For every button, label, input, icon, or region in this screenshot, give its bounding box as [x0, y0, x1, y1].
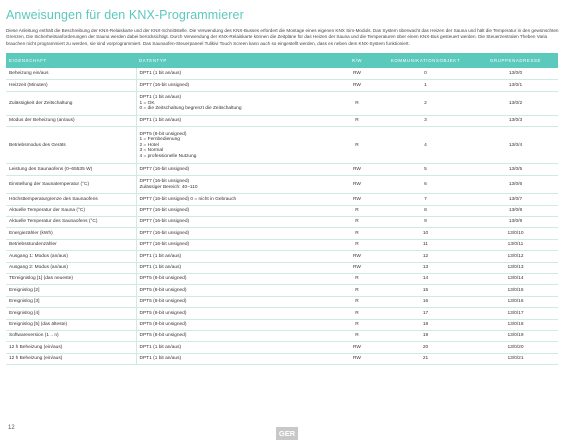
datatype-line: DPT5 (8-bit unsigned) — [139, 131, 187, 137]
cell-property: Aktuelle Temperatur der Sauna (°C) — [6, 205, 136, 216]
cell-communication-object: 2 — [378, 91, 473, 116]
table-row — [6, 319, 558, 330]
table-row — [6, 296, 558, 307]
cell-group-address: 13/0/5 — [473, 164, 558, 175]
cell-datatype — [136, 80, 336, 91]
cell-property: Ereignislog [2] — [6, 285, 136, 296]
cell-communication-object: 18 — [378, 319, 473, 330]
datatype-line: DPT5 (8-bit unsigned) — [139, 310, 187, 316]
cell-datatype — [136, 217, 336, 228]
cell-group-address: 13/0/11 — [473, 239, 558, 250]
cell-group-address: 13/0/21 — [473, 353, 558, 364]
datatype-line: DPT5 (8-bit unsigned) — [139, 287, 187, 293]
table-row — [6, 217, 558, 228]
cell-rw: R — [336, 285, 378, 296]
datatype-line: DPT1 (1 bit an/aus) — [139, 253, 182, 259]
cell-datatype — [136, 274, 336, 285]
cell-datatype — [136, 330, 336, 341]
cell-property: Zulässigkeit der Zeitschaltung — [6, 91, 136, 116]
datatype-line: 3 = Normal — [139, 148, 164, 154]
cell-rw: RW — [336, 251, 378, 262]
cell-rw: R — [336, 116, 378, 127]
cell-rw: RW — [336, 68, 378, 79]
cell-rw: R — [336, 308, 378, 319]
cell-property: Energiezähler (kWh) — [6, 228, 136, 239]
datatype-line: Zulässiger Bereich: 40–110 — [139, 184, 198, 190]
datatype-line: 1 = Fernbedienung — [139, 137, 180, 143]
cell-property: Modus der Beheizung (an/aus) — [6, 116, 136, 127]
table-row — [6, 239, 558, 250]
cell-communication-object: 10 — [378, 228, 473, 239]
datatype-line: DPT7 (16-bit unsigned) — [139, 230, 190, 236]
datatype-line: DPT1 (1 bit an/aus) — [139, 70, 182, 76]
cell-property: Aktuelle Temperatur des Saunaofens (°C) — [6, 217, 136, 228]
cell-communication-object: 3 — [378, 116, 473, 127]
datatype-line: DPT7 (16-bit unsigned) — [139, 178, 190, 184]
datatype-line: DPT1 (1 bit an/aus) — [139, 118, 182, 124]
cell-communication-object: 0 — [378, 68, 473, 79]
datatype-line: 2 = Hotel — [139, 142, 159, 148]
intro-paragraph: Diese Anleitung enthält die Beschreibung der KNX-Relaiskarte und der KNX-Schnittstelle. Die Verwendung des KNX-Busses erfordert die Montage eines eigenen KNX Sim-Moduls. Das System überwacht das Heizen der Sauna und hält die Temperatur in den gewünschten Grenzen. Die Sicherheitsanforderungen der Sauna werden dabei berücksichtigt. Durch Verwendung der KNX-Relaiskarte können die Zeitpläne für das Heizen der Sauna und die Temperaturen über einen KNX-Bus gesteuert werden. Die Steuerzentralen Theben Varia brauchen nicht programmiert zu werden, sie sind vorprogrammiert. Das Saunaofen-Steuerpaneel Tulikivi Touch Screen kann auch so eingestellt werden, dass es neben dem KNX-System funktioniert. — [6, 28, 559, 46]
datatype-line: DPT7 (16-bit unsigned) 0 = nicht in Gebrauch — [139, 196, 237, 202]
cell-datatype — [136, 285, 336, 296]
header-group-address: GRUPPENADRESSE — [489, 58, 542, 64]
table-row — [6, 164, 558, 175]
datatype-line: DPT7 (16-bit unsigned) — [139, 219, 190, 225]
cell-property: 12 h Beheizung (ein/aus) — [6, 342, 136, 353]
cell-communication-object: 7 — [378, 194, 473, 205]
header-rw: R/W — [351, 58, 363, 64]
cell-communication-object: 5 — [378, 164, 473, 175]
table-row — [6, 262, 558, 273]
cell-datatype — [136, 194, 336, 205]
cell-group-address: 13/0/15 — [473, 285, 558, 296]
cell-rw: R — [336, 330, 378, 341]
header-datatype: DATENTYP — [139, 58, 167, 64]
cell-communication-object: 9 — [378, 217, 473, 228]
header-property: EIGENSCHAFT — [9, 58, 47, 64]
cell-group-address: 13/0/9 — [473, 217, 558, 228]
header-communication-object: KOMMUNIKATIONSOBJEKT — [390, 58, 461, 64]
datatype-line: DPT7 (16-bit unsigned) — [139, 208, 190, 214]
cell-datatype — [136, 239, 336, 250]
table-row — [6, 285, 558, 296]
datatype-line: DPT5 (8-bit unsigned) — [139, 299, 187, 305]
table-row — [6, 274, 558, 285]
table-row — [6, 80, 558, 91]
cell-group-address: 13/0/19 — [473, 330, 558, 341]
cell-rw: R — [336, 239, 378, 250]
knx-objects-table — [6, 53, 558, 365]
cell-group-address: 13/0/3 — [473, 116, 558, 127]
table-row — [6, 353, 558, 364]
cell-group-address: 13/0/8 — [473, 205, 558, 216]
cell-datatype — [136, 296, 336, 307]
datatype-line: DPT1 (1 bit an/aus) — [139, 265, 182, 270]
cell-group-address: 13/0/14 — [473, 274, 558, 285]
cell-datatype — [136, 127, 336, 164]
cell-group-address: 13/0/13 — [473, 262, 558, 273]
language-badge: GER — [276, 427, 298, 440]
cell-communication-object: 19 — [378, 330, 473, 341]
cell-communication-object: 1 — [378, 80, 473, 91]
table-row — [6, 308, 558, 319]
cell-group-address: 13/0/4 — [473, 127, 558, 164]
cell-property: Ereignislog [4] — [6, 308, 136, 319]
cell-datatype — [136, 319, 336, 330]
datatype-line: DPT1 (1 bit an/aus) — [139, 344, 182, 350]
table-row — [6, 251, 558, 262]
cell-group-address: 13/0/6 — [473, 175, 558, 193]
cell-rw: R — [336, 319, 378, 330]
datatype-line: DPT5 (8-bit unsigned) — [139, 333, 187, 339]
cell-communication-object: 4 — [378, 127, 473, 164]
cell-datatype — [136, 68, 336, 79]
cell-rw: RW — [336, 342, 378, 353]
cell-datatype — [136, 342, 336, 353]
cell-rw: R — [336, 274, 378, 285]
cell-datatype — [136, 308, 336, 319]
cell-property: TEreignislog [1] (das neueste) — [6, 274, 136, 285]
datatype-line: DPT7 (16-bit unsigned) — [139, 166, 190, 172]
cell-property: Betriebsstundenzähler — [6, 239, 136, 250]
cell-property: Beheizung ein/aus — [6, 68, 136, 79]
page-title: Anweisungen für den KNX-Programmierer — [6, 8, 244, 22]
cell-datatype — [136, 228, 336, 239]
cell-communication-object: 16 — [378, 296, 473, 307]
cell-communication-object: 8 — [378, 205, 473, 216]
cell-group-address: 13/0/0 — [473, 68, 558, 79]
cell-group-address: 13/0/1 — [473, 80, 558, 91]
cell-datatype — [136, 262, 336, 273]
datatype-line: 1 = OK — [139, 100, 155, 106]
cell-group-address: 13/0/7 — [473, 194, 558, 205]
datatype-line: DPT5 (8-bit unsigned) — [139, 276, 187, 282]
table-row — [6, 342, 558, 353]
cell-rw: R — [336, 296, 378, 307]
cell-property: Betriebsmodus des Geräts — [6, 127, 136, 164]
table-row — [6, 127, 558, 164]
table-row — [6, 228, 558, 239]
cell-rw: RW — [336, 353, 378, 364]
cell-property: Heizzeit (Minuten) — [6, 80, 136, 91]
cell-datatype — [136, 116, 336, 127]
cell-datatype — [136, 164, 336, 175]
cell-property: Höchsttemperaturgrenze des Saunaofens — [6, 194, 136, 205]
cell-property: Einstellung der Saunatemperatur (°C) — [6, 175, 136, 193]
cell-datatype — [136, 205, 336, 216]
cell-property: Leistung des Saunaofens (0–65535 W) — [6, 164, 136, 175]
cell-rw: R — [336, 205, 378, 216]
cell-property: Ausgang 2: Modus (an/aus) — [6, 262, 136, 273]
cell-property: Ereignislog [5] (das älteste) — [6, 319, 136, 330]
cell-rw: R — [336, 217, 378, 228]
cell-communication-object: 20 — [378, 342, 473, 353]
table-row — [6, 68, 558, 79]
cell-rw: RW — [336, 262, 378, 273]
cell-group-address: 13/0/10 — [473, 228, 558, 239]
cell-group-address: 13/0/17 — [473, 308, 558, 319]
cell-rw: R — [336, 91, 378, 116]
cell-communication-object: 21 — [378, 353, 473, 364]
table-row — [6, 175, 558, 193]
datatype-line: DPT1 (1 bit an/aus) — [139, 94, 182, 100]
cell-group-address: 13/0/18 — [473, 319, 558, 330]
datatype-line: DPT7 (16-bit unsigned) — [139, 82, 190, 88]
table-row — [6, 91, 558, 116]
cell-rw: RW — [336, 175, 378, 193]
cell-property: Ereignislog [3] — [6, 296, 136, 307]
datatype-line: DPT5 (8-bit unsigned) — [139, 321, 187, 327]
cell-group-address: 13/0/20 — [473, 342, 558, 353]
cell-rw: RW — [336, 164, 378, 175]
datatype-line: 0 = die Zeitschaltung begrenzt die Zeitschaltung — [139, 106, 242, 112]
table-row — [6, 205, 558, 216]
cell-datatype — [136, 91, 336, 116]
datatype-line: DPT7 (16-bit unsigned) — [139, 242, 190, 248]
table-row — [6, 116, 558, 127]
document-page — [6, 8, 568, 365]
cell-datatype — [136, 251, 336, 262]
cell-communication-object: 13 — [378, 262, 473, 273]
cell-group-address: 13/0/2 — [473, 91, 558, 116]
cell-communication-object: 17 — [378, 308, 473, 319]
datatype-line: 4 = professionelle Nutzung — [139, 153, 197, 159]
cell-group-address: 13/0/16 — [473, 296, 558, 307]
cell-communication-object: 14 — [378, 274, 473, 285]
cell-group-address: 13/0/12 — [473, 251, 558, 262]
cell-communication-object: 15 — [378, 285, 473, 296]
cell-property: Softwareversion (1 .. n) — [6, 330, 136, 341]
table-body — [6, 68, 558, 364]
cell-rw: RW — [336, 80, 378, 91]
cell-rw: R — [336, 228, 378, 239]
cell-property: 12 h Beheizung (ein/aus) — [6, 353, 136, 364]
cell-property: Ausgang 1: Modus (an/aus) — [6, 251, 136, 262]
page-number: 12 — [8, 425, 15, 431]
cell-communication-object: 11 — [378, 239, 473, 250]
cell-communication-object: 6 — [378, 175, 473, 193]
datatype-line: DPT1 (1 bit an/aus) — [139, 356, 182, 362]
cell-rw: R — [336, 127, 378, 164]
table-row — [6, 194, 558, 205]
table-header-row — [6, 53, 558, 68]
cell-datatype — [136, 353, 336, 364]
cell-communication-object: 12 — [378, 251, 473, 262]
cell-rw: RW — [336, 194, 378, 205]
table-row — [6, 330, 558, 341]
cell-datatype — [136, 175, 336, 193]
